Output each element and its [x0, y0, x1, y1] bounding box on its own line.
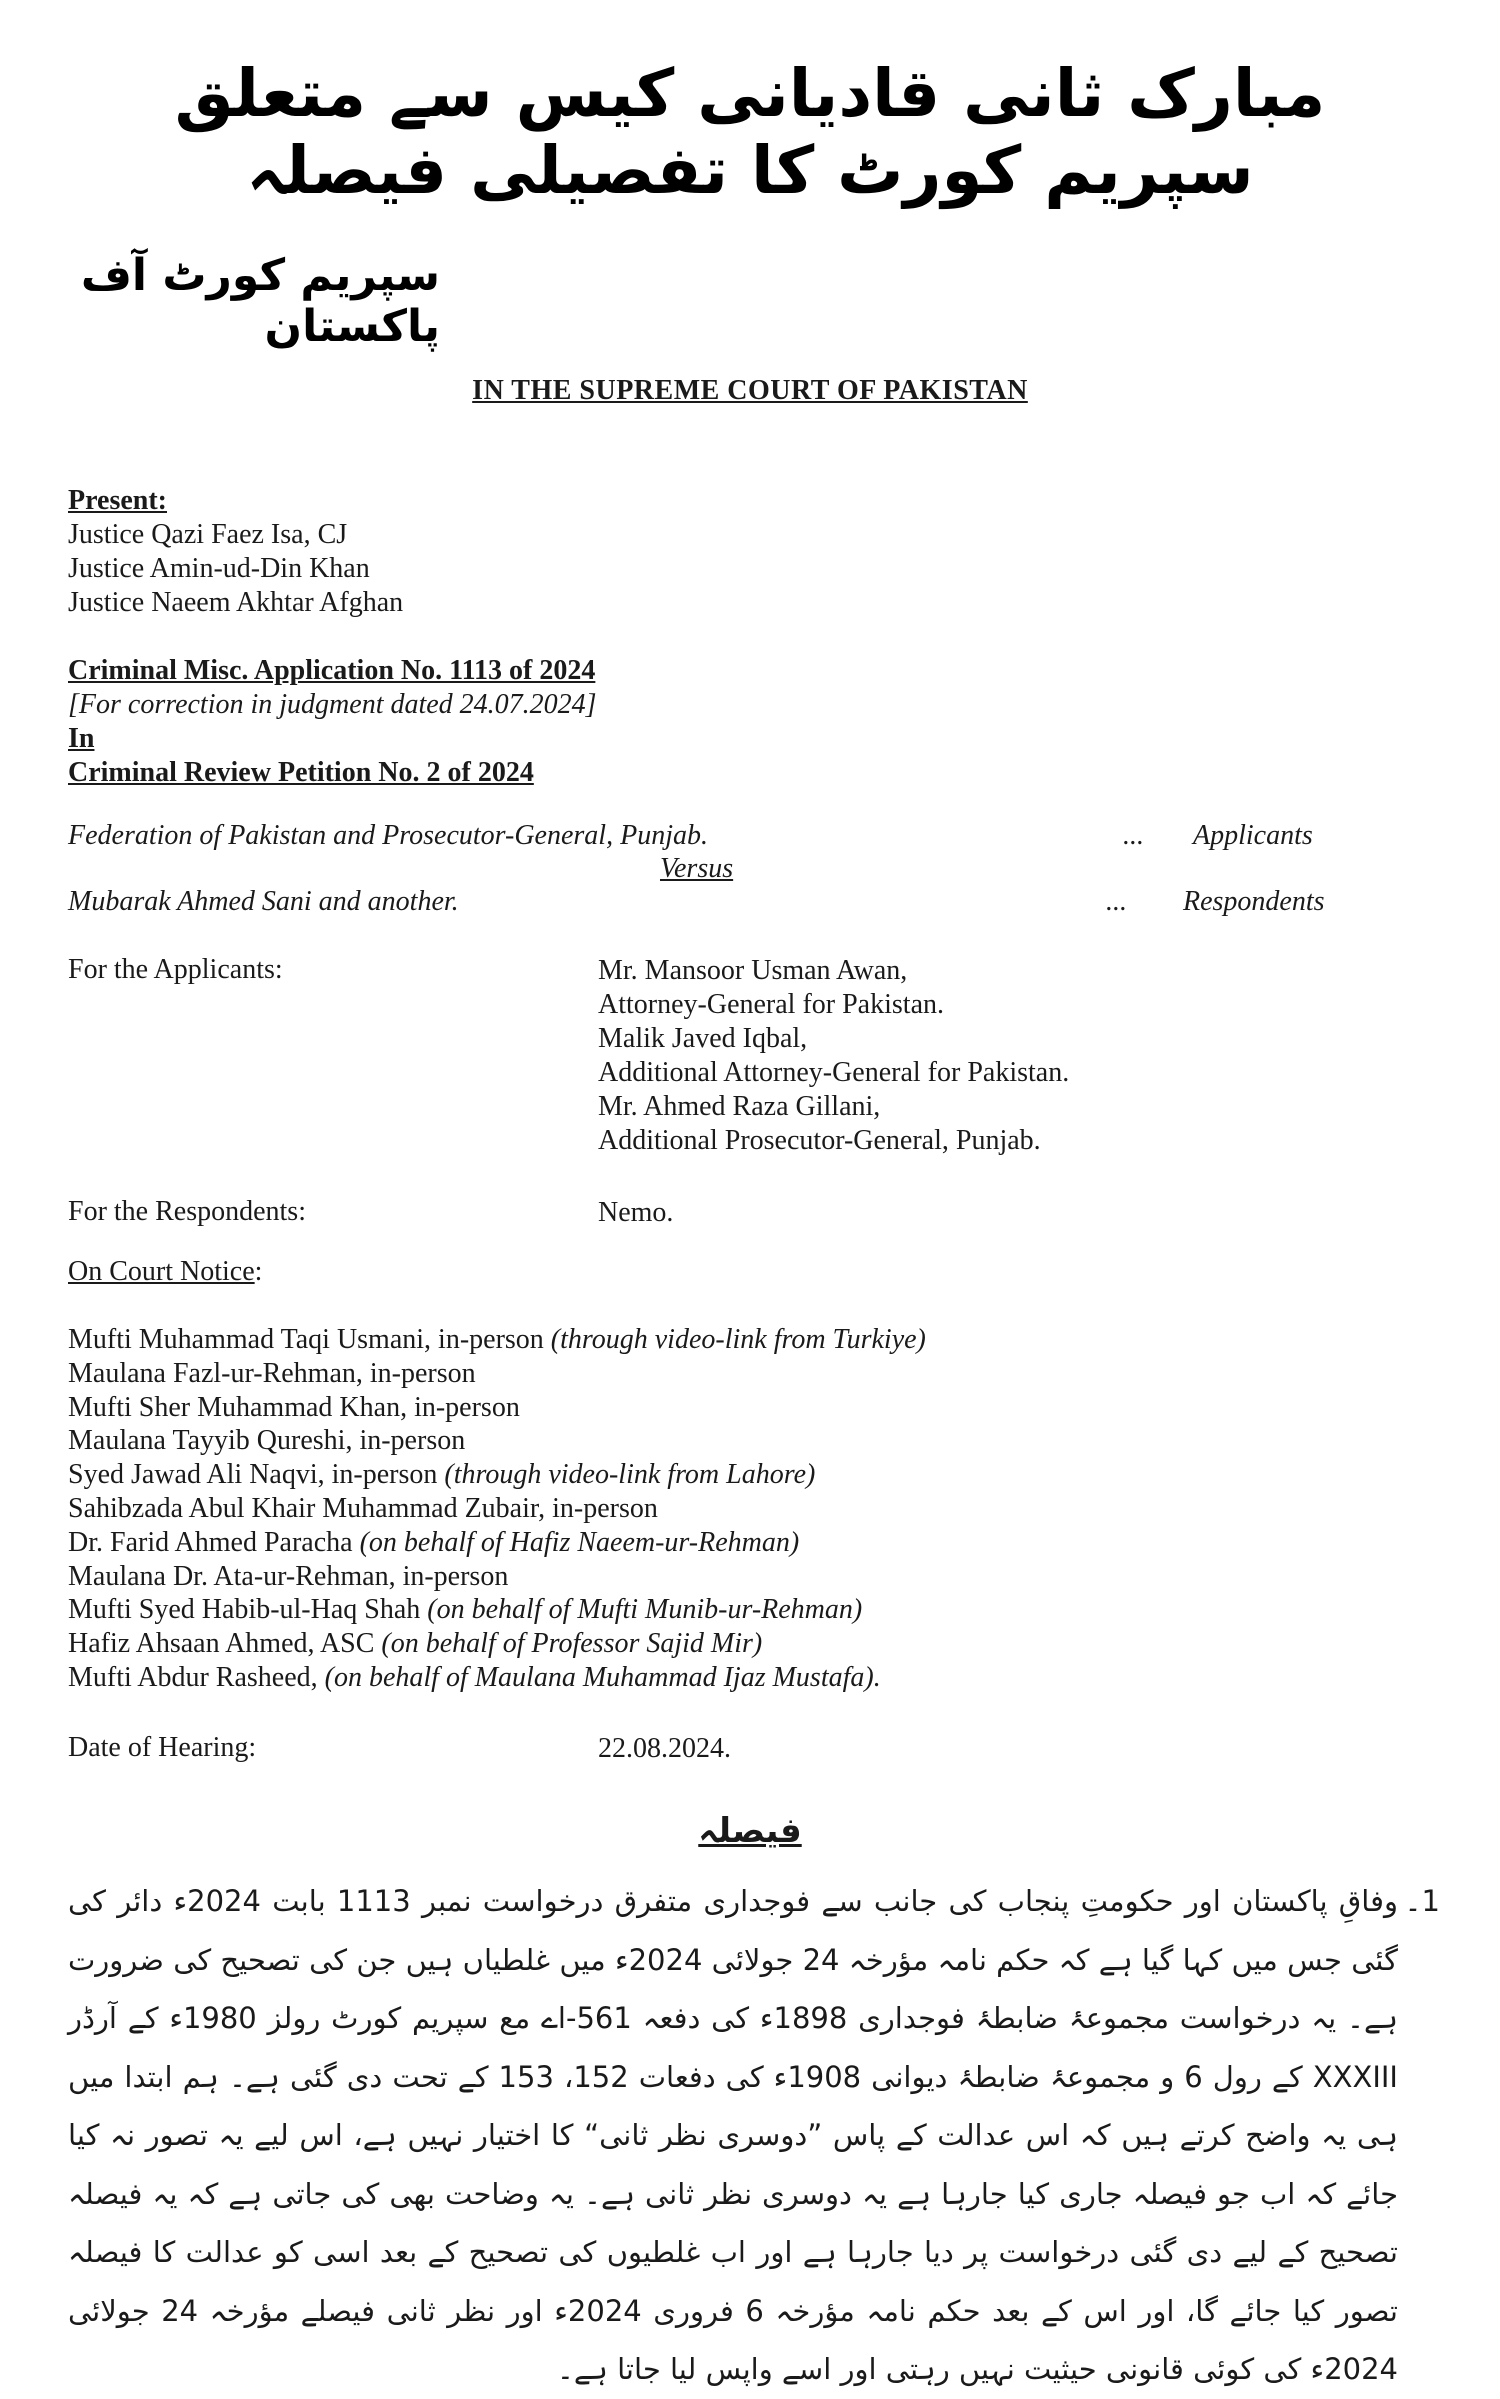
list-item: Mufti Sher Muhammad Khan, in-person [68, 1391, 520, 1423]
counsel-line: Additional Attorney-General for Pakistan. [598, 1057, 1070, 1088]
versus-label: Versus [660, 853, 734, 884]
bench-block [68, 484, 403, 620]
in-label: In [68, 723, 95, 754]
judge-name: Justice Qazi Faez Isa, CJ [68, 519, 348, 550]
court-notice-heading [68, 1256, 262, 1288]
counsel-line: Mr. Mansoor Usman Awan, [598, 955, 908, 986]
for-respondents-label: For the Respondents: [68, 1196, 306, 1227]
application-title: Criminal Misc. Application No. 1113 of 2024 [68, 655, 596, 686]
list-item: Hafiz Ahsaan Ahmed, ASC (on behalf of Professor Sajid Mir) [68, 1628, 763, 1660]
court-heading: IN THE SUPREME COURT OF PAKISTAN [472, 375, 1028, 406]
list-item: Maulana Fazl-ur-Rehman, in-person [68, 1357, 476, 1389]
court-notice-list [68, 1323, 926, 1695]
verdict-heading: فیصلہ [698, 1811, 802, 1851]
respondents-name: Mubarak Ahmed Sani and another. [68, 886, 459, 917]
judge-name: Justice Amin-ud-Din Khan [68, 553, 370, 584]
present-label: Present: [68, 485, 167, 516]
applicants-role: Applicants [1193, 820, 1313, 851]
applicants-dots: ... [1123, 820, 1144, 851]
counsel-line: Additional Prosecutor-General, Punjab. [598, 1125, 1041, 1156]
list-item: Mufti Muhammad Taqi Usmani, in-person (through video-link from Turkiye) [68, 1324, 926, 1355]
urdu-subtitle: سپریم کورٹ آف پاکستان [80, 250, 440, 352]
respondents-row [68, 886, 1408, 918]
list-item: Syed Jawad Ali Naqvi, in-person (through video-link from Lahore) [68, 1459, 816, 1491]
respondents-dots: ... [1106, 886, 1127, 917]
hearing-label: Date of Hearing: [68, 1732, 257, 1763]
for-applicants-label: For the Applicants: [68, 954, 283, 985]
applicants-name: Federation of Pakistan and Prosecutor-General, Punjab. [68, 820, 708, 851]
applicants-row [68, 820, 1408, 852]
list-item: Dr. Farid Ahmed Paracha (on behalf of Hafiz Naeem-ur-Rehman) [68, 1526, 800, 1558]
counsel-line: Mr. Ahmed Raza Gillani, [598, 1091, 881, 1122]
respondents-counsel: Nemo. [598, 1197, 674, 1228]
application-note: [For correction in judgment dated 24.07.2024] [68, 689, 597, 720]
judge-name: Justice Naeem Akhtar Afghan [68, 587, 404, 618]
court-notice-label: On Court Notice [68, 1256, 255, 1287]
counsel-line: Attorney-General for Pakistan. [598, 989, 944, 1020]
respondents-role: Respondents [1183, 886, 1325, 917]
list-item: Sahibzada Abul Khair Muhammad Zubair, in-person [68, 1492, 658, 1524]
counsel-line: Malik Javed Iqbal, [598, 1023, 808, 1054]
list-item: Mufti Syed Habib-ul-Haq Shah (on behalf of Mufti Munib-ur-Rehman) [68, 1594, 863, 1626]
list-item: Maulana Dr. Ata-ur-Rehman, in-person [68, 1560, 509, 1592]
paragraph-number: 1۔ [1404, 1884, 1440, 1918]
hearing-date: 22.08.2024. [598, 1733, 731, 1764]
court-notice-colon: : [254, 1256, 263, 1287]
list-item: Maulana Tayyib Qureshi, in-person [68, 1425, 466, 1457]
petition-title: Criminal Review Petition No. 2 of 2024 [68, 757, 534, 788]
list-item: Mufti Abdur Rasheed, (on behalf of Maulana Muhammad Ijaz Mustafa). [68, 1661, 881, 1693]
verdict-paragraph: وفاقِ پاکستان اور حکومتِ پنجاب کی جانب سے فوجداری متفرق درخواست نمبر 1113 بابت 2024ء دائر کی گئی جس میں کہا گیا ہے کہ حکم نامہ مؤرخہ 24 جولائی 2024ء میں غلطیاں ہیں جن کی تصحیح کی ضرورت ہے۔ یہ درخواست مجموعۂ ضابطۂ فوجداری 1898ء کی دفعہ 561-اے مع سپریم کورٹ رولز 1980ء کے آرڈر XXXIII کے رول 6 و مجموعۂ ضابطۂ دیوانی 1908ء کی دفعات 152، 153 کے تحت دی گئی ہے۔ ہم ابتدا میں ہی یہ واضح کرتے ہیں کہ اس عدالت کے پاس ”دوسری نظر ثانی“ کا اختیار نہیں ہے، اس لیے یہ تصور نہ کیا جائے کہ اب جو فیصلہ جاری کیا جارہا ہے یہ دوسری نظر ثانی ہے۔ یہ وضاحت بھی کی جاتی ہے کہ یہ فیصلہ تصحیح کے لیے دی گئی درخواست پر دیا جارہا ہے اور اب غلطیوں کی تصحیح کے بعد اسی کو عدالت کا فیصلہ تصور کیا جائے گا، اور اس کے بعد حکم نامہ مؤرخہ 6 فروری 2024ء اور نظر ثانی فیصلے مؤرخہ 24 جولائی 2024ء کی کوئی قانونی حیثیت نہیں رہتی اور اسے واپس لیا جاتا ہے۔ [68, 1884, 1399, 2386]
urdu-main-title: مبارک ثانی قادیانی کیس سے متعلق سپریم کورٹ کا تفصیلی فیصلہ [174, 55, 1326, 209]
applicants-counsel [598, 954, 1069, 1158]
